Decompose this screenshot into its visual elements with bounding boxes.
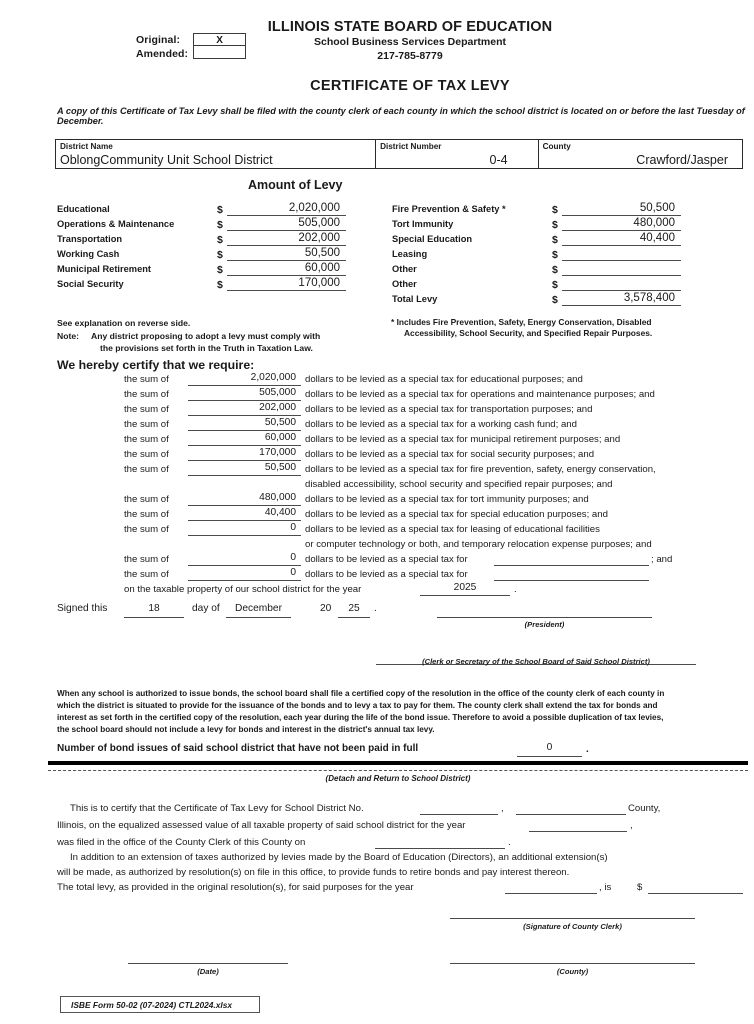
levy-row-amount[interactable]: 480,000: [562, 217, 681, 231]
sum-of-label: the sum of: [124, 449, 169, 460]
certify-row-amount[interactable]: 50,500: [188, 462, 301, 476]
bonds-paragraph-line2: which the district is situated to provide for the issuance of the bonds and to levy a tax to pay for them. The county clerk shall extend the tax for bonds and: [57, 701, 658, 710]
cc-total-year-input[interactable]: [505, 880, 597, 894]
levy-row-label: Transportation: [57, 234, 123, 244]
original-label: Original:: [136, 34, 181, 46]
detach-caption: (Detach and Return to School District): [325, 774, 471, 783]
district-number-value: 0-4: [489, 153, 508, 167]
county-label: County: [542, 142, 571, 151]
currency-symbol: $: [552, 249, 558, 261]
amount-of-levy-heading: Amount of Levy: [248, 178, 343, 192]
sum-of-label: the sum of: [124, 419, 169, 430]
taxable-property-year-label: on the taxable property of our school district for the year: [124, 584, 362, 595]
bonds-paragraph-line3: interest as set forth in the certified copy of the resolution, each year during the life of the bond issue. Therefore to avoid a possible duplication of tax levies,: [57, 713, 664, 722]
district-name-value: OblongCommunity Unit School District: [60, 153, 273, 167]
levy-row-label: Tort Immunity: [392, 219, 454, 229]
currency-symbol: $: [217, 264, 223, 276]
certify-row: [124, 447, 744, 462]
levy-row-label: Leasing: [392, 249, 428, 259]
certify-row: [124, 552, 744, 567]
amended-label: Amended:: [136, 48, 189, 60]
certify-row-amount[interactable]: 50,500: [188, 417, 301, 431]
form-id-box: ISBE Form 50-02 (07-2024) CTL2024.xlsx: [60, 996, 260, 1013]
district-name-cell[interactable]: [56, 140, 375, 168]
levy-row: [392, 202, 682, 217]
department-subtitle: School Business Services Department: [314, 36, 506, 48]
sum-of-label: the sum of: [124, 509, 169, 520]
certify-row: [124, 507, 744, 522]
certify-row-amount[interactable]: 170,000: [188, 447, 301, 461]
currency-symbol: $: [217, 249, 223, 261]
district-info-table: [55, 139, 743, 169]
county-value: Crawford/Jasper: [636, 153, 728, 167]
note-line2: the provisions set forth in the Truth in Taxation Law.: [100, 343, 313, 353]
cc-district-no-input[interactable]: [420, 801, 498, 815]
currency-symbol: $: [552, 264, 558, 276]
levy-row: [392, 232, 682, 247]
levy-row-label: Educational: [57, 204, 110, 214]
certify-row: [124, 567, 744, 582]
certify-blank-purpose-input[interactable]: [494, 567, 649, 581]
certify-heading: We hereby certify that we require:: [57, 358, 255, 372]
clerk-caption: (Clerk or Secretary of the School Board of Said School District): [422, 657, 650, 666]
note-label: Note:: [57, 331, 79, 341]
page-title: CERTIFICATE OF TAX LEVY: [310, 78, 510, 94]
certify-row: [124, 462, 744, 477]
cc-line1-county-label: County,: [628, 803, 661, 814]
cc-total-amount-input[interactable]: [648, 880, 743, 894]
levy-row-amount[interactable]: 50,500: [227, 247, 346, 261]
cc-line6-comma-is: , is: [599, 882, 612, 893]
levy-row: [57, 232, 347, 247]
certify-row-amount[interactable]: 40,400: [188, 507, 301, 521]
sum-of-label: the sum of: [124, 554, 169, 565]
levy-row: [57, 247, 347, 262]
signed-year-value[interactable]: 25: [338, 603, 370, 618]
county-caption: (County): [556, 967, 589, 976]
certify-row: [124, 582, 744, 597]
date-line[interactable]: [128, 950, 288, 964]
certify-row-purpose: disabled accessibility, school security and specified repair purposes; and: [305, 479, 613, 490]
certify-row-purpose: dollars to be levied as a special tax for tort immunity purposes; and: [305, 494, 589, 505]
sum-of-label: the sum of: [124, 569, 169, 580]
levy-row-amount[interactable]: [562, 277, 681, 291]
certify-row-purpose: dollars to be levied as a special tax for: [305, 569, 468, 580]
certify-row: [124, 492, 744, 507]
certify-row: [124, 372, 744, 387]
cc-line2-text: Illinois, on the equalized assessed value of all taxable property of said school district for the year: [57, 820, 466, 831]
currency-symbol: $: [552, 279, 558, 291]
certify-row-purpose: dollars to be levied as a special tax for leasing of educational facilities: [305, 524, 600, 535]
sum-of-label: the sum of: [124, 404, 169, 415]
levy-row-label: Working Cash: [57, 249, 120, 259]
original-checkbox[interactable]: X: [193, 33, 246, 46]
levy-row-amount[interactable]: 3,578,400: [562, 292, 681, 306]
levy-row: [392, 292, 682, 307]
bonds-paragraph-line4: the school board should not include a levy for bonds and interest in the district's annual tax levy.: [57, 725, 435, 734]
levy-right-column: [392, 202, 682, 307]
certify-row: [124, 417, 744, 432]
certify-row-amount[interactable]: 0: [188, 567, 301, 581]
cc-line2-comma: ,: [630, 820, 633, 831]
detach-dashed-rule: [48, 770, 748, 771]
levy-row-amount[interactable]: 50,500: [562, 202, 681, 216]
sum-of-label: the sum of: [124, 374, 169, 385]
levy-row-amount[interactable]: [562, 247, 681, 261]
cc-line3-period: .: [508, 837, 511, 848]
certify-row-purpose: dollars to be levied as a special tax for municipal retirement purposes; and: [305, 434, 621, 445]
county-cell[interactable]: [538, 140, 742, 168]
levy-row-amount[interactable]: 170,000: [227, 277, 346, 291]
signed-this-label: Signed this: [57, 603, 108, 614]
cc-line1-text: This is to certify that the Certificate of Tax Levy for School District No.: [70, 803, 364, 814]
levy-row: [57, 217, 347, 232]
certify-row: [124, 432, 744, 447]
currency-symbol: $: [552, 234, 558, 246]
certify-row-amount[interactable]: 2,020,000: [188, 372, 301, 386]
currency-symbol: $: [552, 294, 558, 306]
levy-row: [392, 277, 682, 292]
see-explanation-note: See explanation on reverse side.: [57, 318, 191, 328]
certify-row-purpose: dollars to be levied as a special tax for educational purposes; and: [305, 374, 583, 385]
day-of-label: day of: [192, 603, 220, 614]
certify-row-purpose: dollars to be levied as a special tax for transportation purposes; and: [305, 404, 593, 415]
certify-row: [124, 477, 744, 492]
bond-count-value[interactable]: 0: [517, 742, 582, 757]
levy-row-label: Other: [392, 279, 417, 289]
cc-line5-text: will be made, as authorized by resolution(s) on file in this office, to provide funds to retire bonds and pay interest thereon.: [57, 867, 570, 878]
certify-rows: [124, 372, 744, 597]
cc-year-input[interactable]: [529, 818, 627, 832]
bond-count-label: Number of bond issues of said school district that have not been paid in full: [57, 743, 419, 754]
district-number-label: District Number: [380, 142, 442, 151]
currency-symbol: $: [552, 204, 558, 216]
levy-row-amount[interactable]: 505,000: [227, 217, 346, 231]
certify-blank-suffix: ; and: [651, 554, 673, 565]
county-name-line[interactable]: [450, 950, 695, 964]
certify-row-purpose: dollars to be levied as a special tax for special education purposes; and: [305, 509, 608, 520]
note-line1: Any district proposing to adopt a levy must comply with: [91, 331, 321, 341]
currency-symbol: $: [217, 204, 223, 216]
fps-footnote-line1: * Includes Fire Prevention, Safety, Energy Conservation, Disabled: [391, 317, 652, 327]
currency-symbol: $: [217, 234, 223, 246]
levy-row-label: Social Security: [57, 279, 124, 289]
certify-row-purpose: dollars to be levied as a special tax for social security purposes; and: [305, 449, 595, 460]
certify-row: [124, 537, 744, 552]
levy-row: [57, 277, 347, 292]
currency-symbol: $: [217, 219, 223, 231]
levy-row: [57, 202, 347, 217]
signed-month-value[interactable]: December: [226, 603, 291, 618]
levy-row-label: Municipal Retirement: [57, 264, 152, 274]
detach-thick-rule: [48, 761, 748, 765]
levy-row: [57, 262, 347, 277]
year-prefix: 20: [320, 603, 332, 614]
cc-filed-date-input[interactable]: [375, 835, 505, 849]
sum-of-label: the sum of: [124, 494, 169, 505]
fps-footnote-line2: Accessibility, School Security, and Specified Repair Purposes.: [404, 328, 653, 338]
county-clerk-signature-caption: (Signature of County Clerk): [523, 922, 622, 931]
sum-of-label: the sum of: [124, 434, 169, 445]
certify-row-amount[interactable]: 505,000: [188, 387, 301, 401]
certify-blank-purpose-input[interactable]: [494, 552, 649, 566]
levy-row-amount[interactable]: 2,020,000: [227, 202, 346, 216]
sum-of-label: the sum of: [124, 464, 169, 475]
levy-row-amount[interactable]: 202,000: [227, 232, 346, 246]
cc-line3-text: was filed in the office of the County Clerk of this County on: [57, 837, 306, 848]
levy-row: [392, 247, 682, 262]
cc-line6-text: The total levy, as provided in the original resolution(s), for said purposes for the year: [57, 882, 414, 893]
levy-row: [392, 217, 682, 232]
certify-row-amount[interactable]: 60,000: [188, 432, 301, 446]
district-number-cell[interactable]: [375, 140, 538, 168]
taxable-property-year-value[interactable]: 2025: [420, 582, 510, 596]
certify-row-amount[interactable]: 202,000: [188, 402, 301, 416]
date-caption: (Date): [197, 967, 219, 976]
cc-line4-text: In addition to an extension of taxes authorized by levies made by the Board of Education (Directors), an additional extension(s): [70, 852, 608, 863]
certify-row-purpose: dollars to be levied as a special tax for: [305, 554, 468, 565]
certify-row: [124, 402, 744, 417]
currency-symbol: $: [217, 279, 223, 291]
certify-row-amount[interactable]: 0: [188, 552, 301, 566]
signed-day-value[interactable]: 18: [124, 603, 184, 618]
signed-period: .: [374, 603, 377, 614]
certify-row-purpose: dollars to be levied as a special tax for operations and maintenance purposes; and: [305, 389, 655, 400]
certify-row-amount[interactable]: 480,000: [188, 492, 301, 506]
certify-row: [124, 387, 744, 402]
cc-dollar-sign: $: [637, 882, 643, 893]
filing-notice: A copy of this Certificate of Tax Levy shall be filed with the county clerk of each county in which the school district is located on or before the last Tuesday of December.: [57, 106, 745, 126]
levy-row-label: Operations & Maintenance: [57, 219, 175, 229]
agency-title: ILLINOIS STATE BOARD OF EDUCATION: [267, 19, 553, 35]
levy-row-label: Special Education: [392, 234, 473, 244]
levy-row-label: Total Levy: [392, 294, 438, 304]
levy-row-amount[interactable]: 60,000: [227, 262, 346, 276]
bond-count-period: .: [586, 744, 589, 755]
cc-line1-comma: ,: [501, 803, 504, 814]
certify-row: [124, 522, 744, 537]
district-name-label: District Name: [60, 142, 113, 151]
levy-row-amount[interactable]: [562, 262, 681, 276]
certify-row-purpose: or computer technology or both, and temporary relocation expense purposes; and: [305, 539, 652, 550]
bonds-paragraph-line1: When any school is authorized to issue bonds, the school board shall file a certified copy of the resolution in the office of the county clerk of each county in: [57, 689, 665, 698]
president-caption: (President): [524, 620, 565, 629]
sum-of-label: the sum of: [124, 524, 169, 535]
certify-row-purpose: dollars to be levied as a special tax for a working cash fund; and: [305, 419, 577, 430]
levy-row: [392, 262, 682, 277]
president-signature-line[interactable]: [437, 603, 652, 618]
currency-symbol: $: [552, 219, 558, 231]
levy-row-label: Fire Prevention & Safety *: [392, 204, 506, 214]
taxable-property-year-period: .: [514, 584, 517, 595]
agency-phone: 217-785-8779: [377, 50, 443, 62]
county-clerk-signature-line[interactable]: [450, 905, 695, 919]
levy-row-amount[interactable]: 40,400: [562, 232, 681, 246]
certify-row-amount[interactable]: 0: [188, 522, 301, 536]
sum-of-label: the sum of: [124, 389, 169, 400]
levy-row-label: Other: [392, 264, 417, 274]
cc-county-input[interactable]: [516, 801, 626, 815]
levy-left-column: [57, 202, 347, 292]
certify-row-purpose: dollars to be levied as a special tax for fire prevention, safety, energy conservation,: [305, 464, 656, 475]
